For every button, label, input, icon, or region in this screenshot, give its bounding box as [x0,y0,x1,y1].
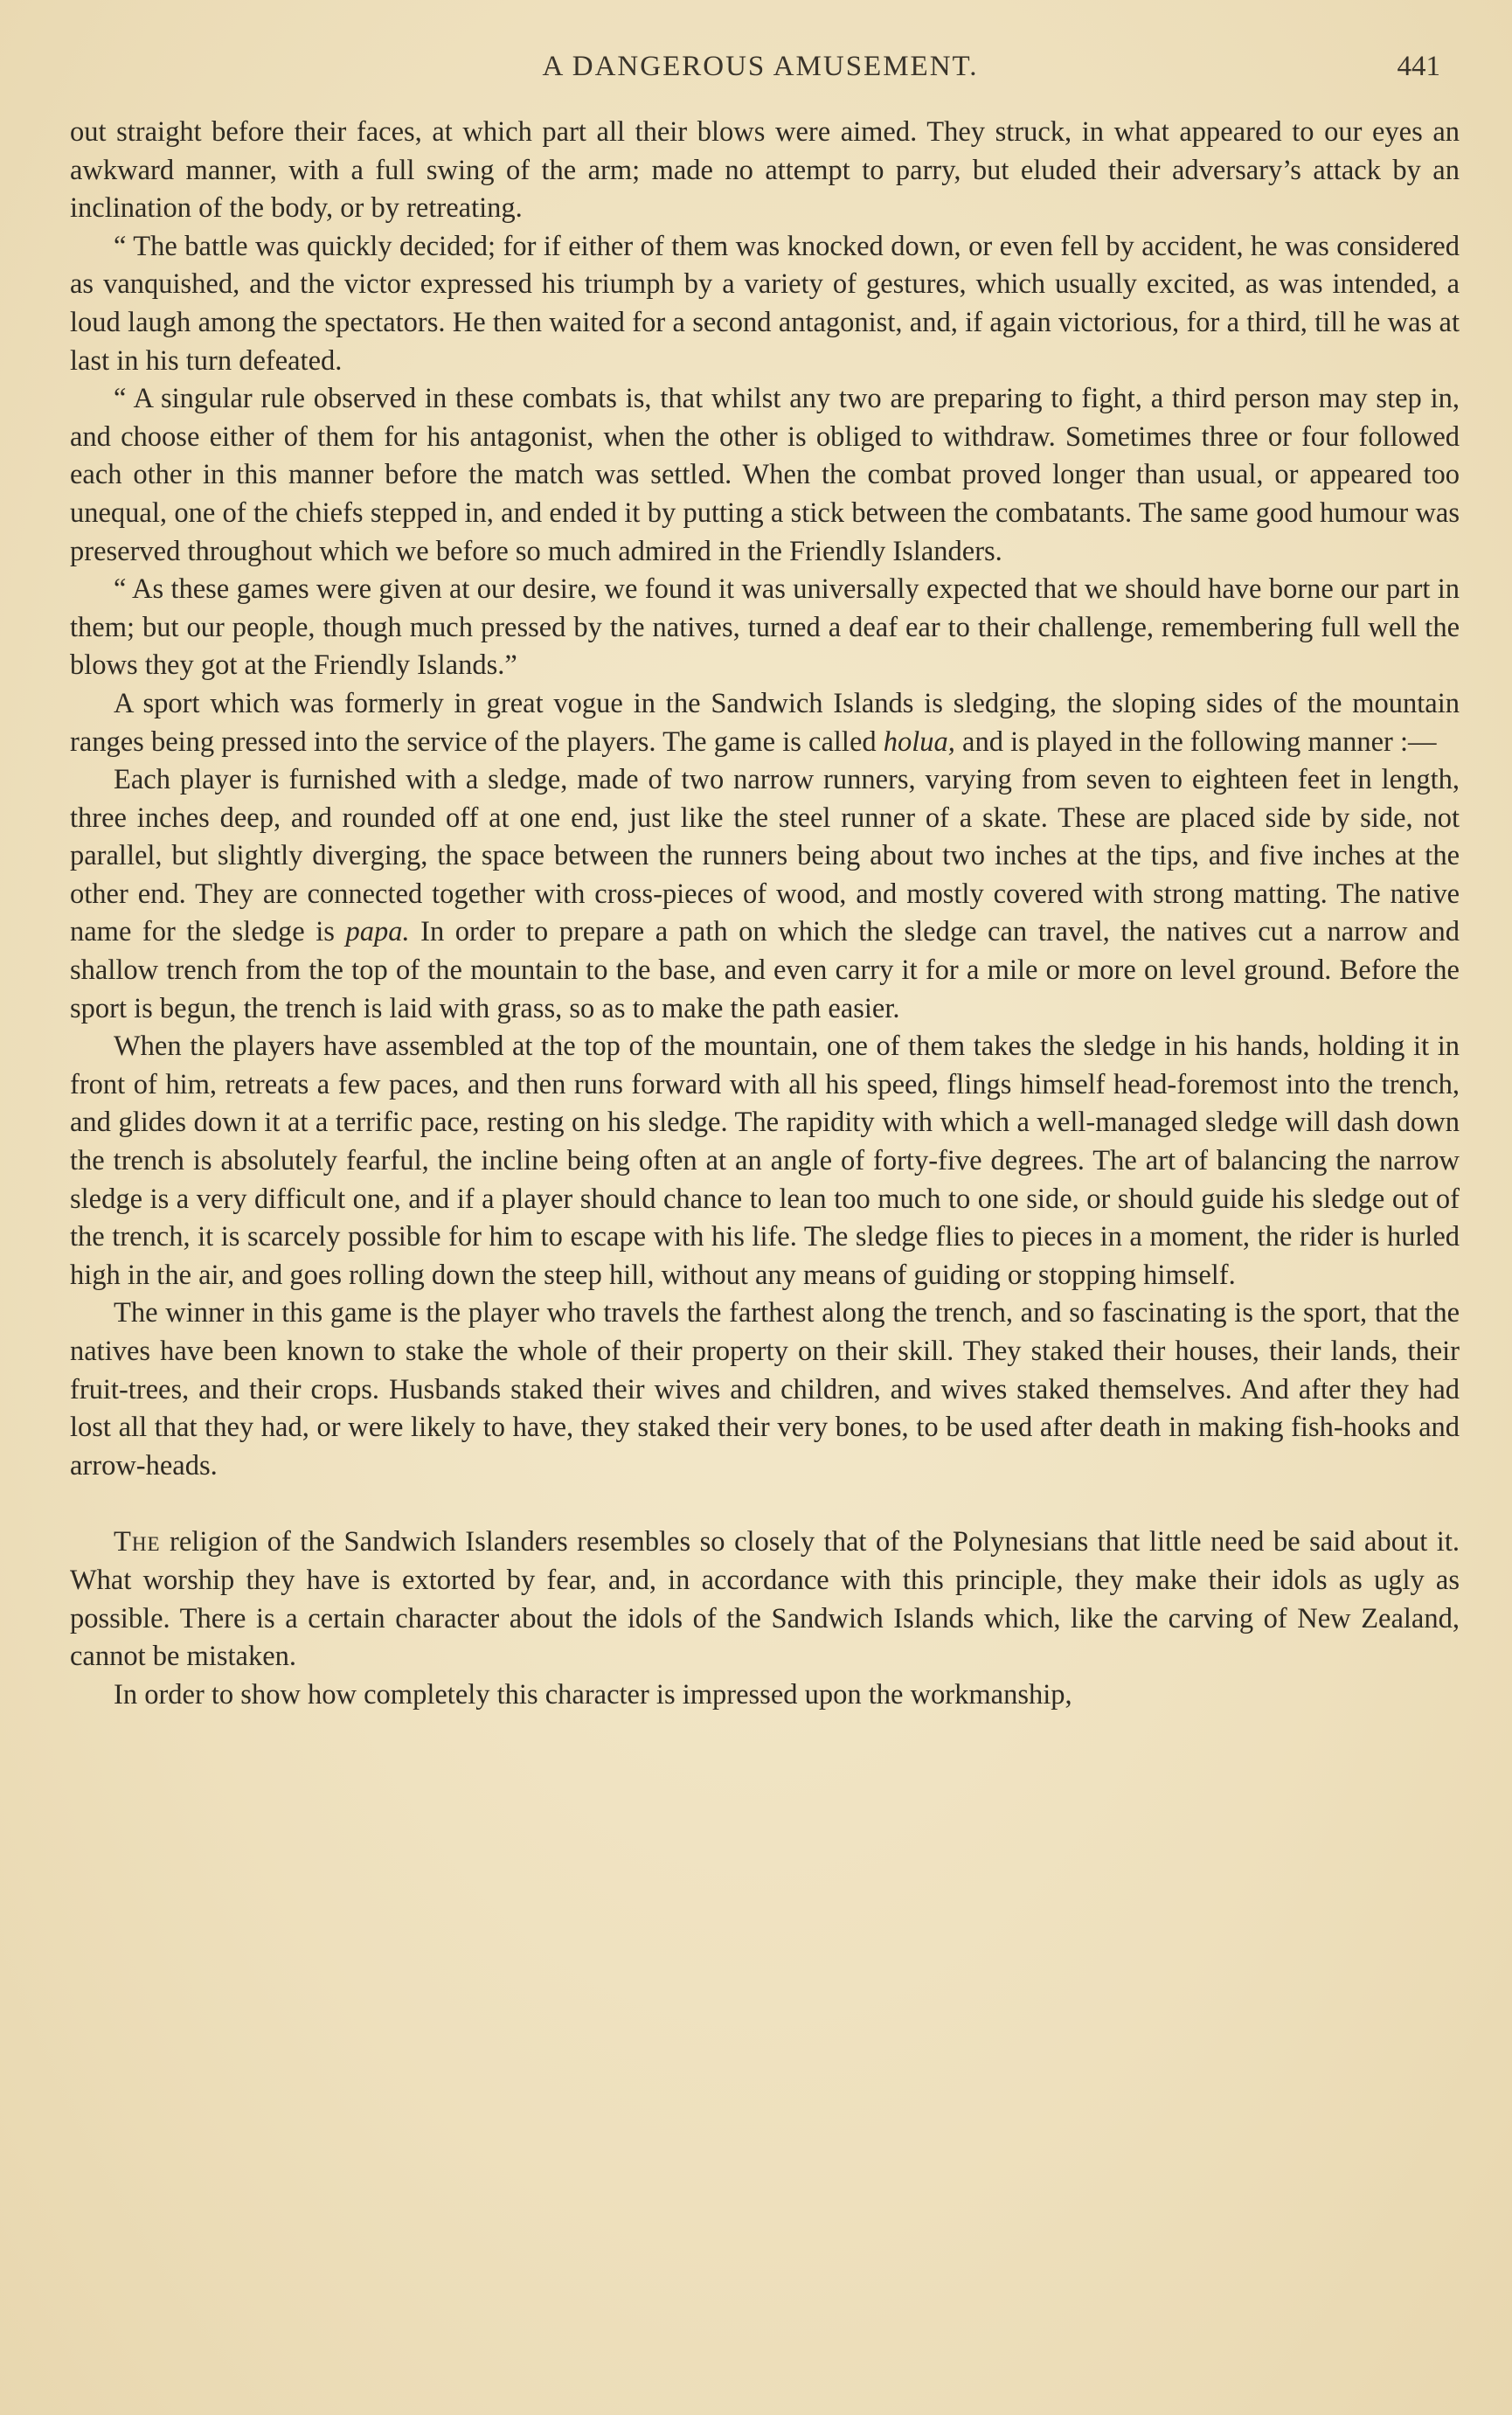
paragraph [70,1523,1460,1676]
paragraph-text: In order to prepare a path on which the sledge can travel, the natives cut a narrow and shallow trench from the top of the mountain to the base, and even carry it for a mile or more on level ground. Before the sport is begun, the trench is laid with grass, so as to make the path easier. [70,916,1460,1024]
section-break [70,1485,1460,1523]
paragraph-text: religion of the Sandwich Islanders resembles so closely that of the Polynesians that little need be said about it. What worship they have is extorted by fear, and, in accordance with this principle, they make their idols as ugly as possible. There is a certain character about the idols of the Sandwich Islands which, like the carving of New Zealand, cannot be mistaken. [70,1526,1460,1673]
running-title: A DANGEROUS AMUSEMENT. [542,51,979,82]
paragraph: “ A singular rule observed in these combats is, that whilst any two are preparing to fight, a third person may step in, and choose either of them for his antagonist, when the other is obliged to withdraw. Sometimes three or four followed each other in this manner before the match was settled. When the combat proved longer than usual, or appeared too unequal, one of the chiefs stepped in, and ended it by putting a stick between the combatants. The same good humour was preserved throughout which we before so much admired in the Friendly Islanders. [70,383,1460,567]
section-lead-word: The [114,1526,161,1558]
paragraph: When the players have assembled at the top of the mountain, one of them takes the sledge in his hands, holding it in front of him, retreats a few paces, and then runs forward with all his speed, flings himself head-foremost into the trench, and glides down it at a terrific pace, resting on his sledge. The rapidity with which a well-managed sledge will dash down the trench is absolutely fearful, the incline being often at an angle of forty-five degrees. The art of balancing the narrow sledge is a very difficult one, and if a player should chance to lean too much to one side, or should guide his sledge out of the trench, it is scarcely possible for him to escape with his life. The sledge flies to pieces in a moment, the rider is hurled high in the air, and goes rolling down the steep hill, without any means of guiding or stopping himself. [70,1031,1460,1291]
page-number: 441 [1397,51,1440,82]
paragraph [70,685,1460,761]
running-head [70,45,1451,89]
paragraph-text: Each player is furnished with a sledge, made of two narrow runners, varying from seven to eighteen feet in length, three inches deep, and rounded off at one end, just like the steel runner of a skate. These are placed side by side, not parallel, but slightly diverging, the space between the runners being about two inches at the tips, and five inches at the other end. They are connected together with cross-pieces of wood, and mostly covered with strong matting. The native name for the sledge is [70,764,1460,948]
paragraph [70,761,1460,1028]
paragraph: “ The battle was quickly decided; for if either of them was knocked down, or even fell by accident, he was considered as vanquished, and the victor expressed his triumph by a variety of gestures, which usually excited, as was intended, a loud laugh among the spectators. He then waited for a second antagonist, and, if again victorious, for a third, till he was at last in his turn defeated. [70,230,1460,377]
italic-term: papa. [345,916,410,948]
italic-term: holua, [883,725,955,758]
paragraph: In order to show how completely this character is impressed upon the workmanship, [114,1678,1072,1711]
paragraph: out straight before their faces, at which part all their blows were aimed. They struck, in what appeared to our eyes an awkward manner, with a full swing of the arm; made no attempt to parry, but eluded their adversary’s attack by an inclination of the body, or by retreating. [70,116,1460,225]
paragraph: The winner in this game is the player who travels the farthest along the trench, and so fascinating is the sport, that the natives have been known to stake the whole of their property on their skill. They staked their houses, their lands, their fruit-trees, and their crops. Husbands staked their wives and children, and wives staked themselves. And after they had lost all that they had, or were likely to have, they staked their very bones, to be used after death in making fish-hooks and arrow-heads. [70,1297,1460,1482]
paragraph-text: A sport which was formerly in great vogue in the Sandwich Islands is sledging, the sloping sides of the mountain ranges being pressed into the service of the players. The game is called [70,687,1460,758]
paragraph: “ As these games were given at our desire, we found it was universally expected that we should have borne our part in them; but our people, though much pressed by the natives, turned a deaf ear to their challenge, remembering full well the blows they got at the Friendly Islands.” [70,573,1460,682]
paragraph-text: and is played in the following manner :— [954,725,1437,758]
body-text [70,114,1460,1714]
